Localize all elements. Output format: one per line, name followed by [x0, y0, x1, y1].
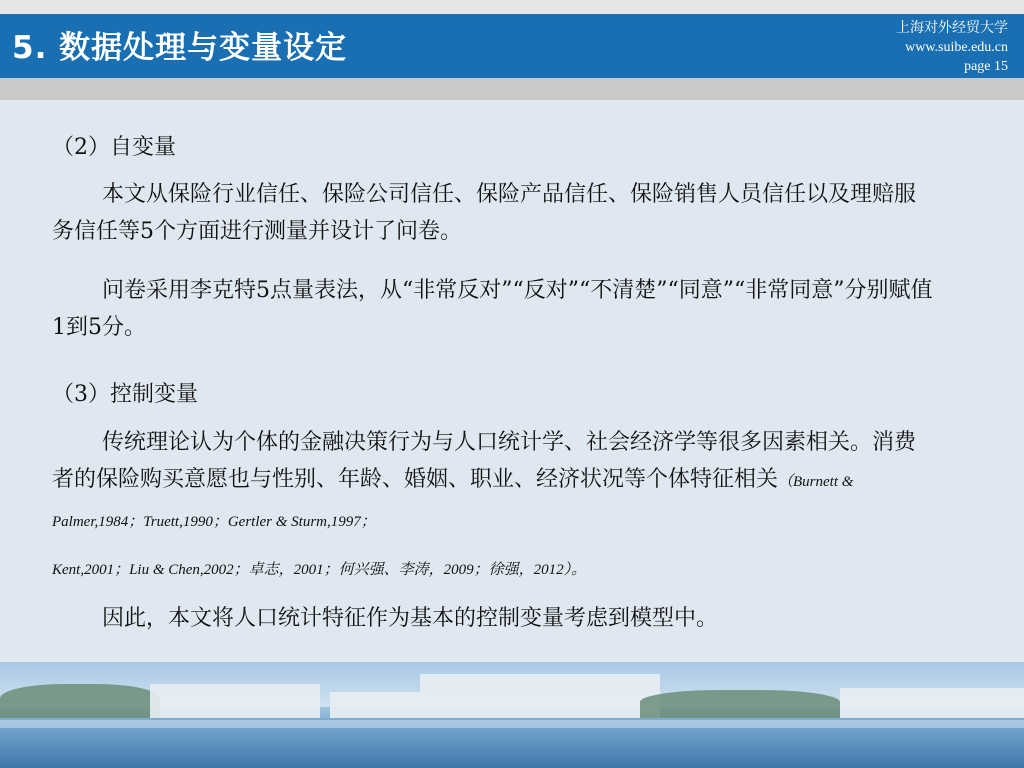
- citation-2: Kent,2001；Liu & Chen,2002；卓志，2001；何兴强、李涛，2009；徐强，2012）。: [52, 562, 587, 578]
- slide-content: [0, 100, 1024, 662]
- building-left: [150, 684, 320, 718]
- page-number: page 15: [964, 59, 1008, 74]
- building-main: [420, 674, 660, 718]
- building-right: [840, 688, 1024, 718]
- section-heading-independent: （2）自变量: [52, 135, 176, 160]
- paragraph-3-text: 传统理论认为个体的金融决策行为与人口统计学、社会经济学等很多因素相关。消费者的保险购买意愿也与性别、年龄、婚姻、职业、经济状况等个体特征相关: [52, 430, 917, 492]
- campus-photo-banner: [0, 662, 1024, 768]
- paragraph-4: 因此，本文将人口统计特征作为基本的控制变量考虑到模型中。: [102, 606, 719, 631]
- paragraph-1: 本文从保险行业信任、保险公司信任、保险产品信任、保险销售人员信任以及理赔服务信任等5个方面进行测量并设计了问卷。: [52, 182, 917, 244]
- header-stripe: [0, 78, 1024, 100]
- website-link[interactable]: www.suibe.edu.cn: [905, 40, 1008, 55]
- water-reflection: [0, 720, 1024, 728]
- header-bar: [0, 14, 1024, 78]
- citation-1: （Burnett & Palmer,1984；Truett,1990；Gertler & Sturm,1997；: [52, 474, 854, 530]
- trees-right: [640, 690, 840, 720]
- paragraph-2: 问卷采用李克特5点量表法，从“非常反对”“反对”“不清楚”“同意”“非常同意”分别赋值1到5分。: [52, 278, 933, 340]
- paragraph-3: [52, 424, 937, 541]
- building-mid: [330, 692, 420, 718]
- header-info: [896, 19, 1008, 76]
- trees-left: [0, 684, 160, 720]
- university-name: 上海对外经贸大学: [896, 21, 1008, 36]
- section-heading-control: （3）控制变量: [52, 382, 198, 407]
- slide-title: 5. 数据处理与变量设定: [12, 30, 348, 66]
